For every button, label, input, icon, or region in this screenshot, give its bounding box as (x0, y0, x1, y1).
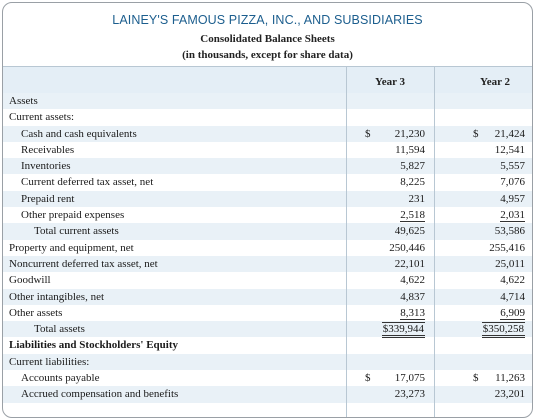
year2-value: 5,557 (500, 160, 525, 173)
year3-value-cell (355, 372, 425, 385)
year2-value: 11,263 (495, 372, 525, 385)
year3-value: 4,837 (400, 290, 425, 303)
year3-value-cell (355, 209, 425, 222)
year3-value: 250,446 (389, 241, 425, 254)
year3-value: 22,101 (394, 257, 425, 270)
year2-value: 53,586 (494, 225, 525, 238)
table-row (3, 337, 532, 353)
currency-symbol: $ (365, 372, 371, 385)
year2-value: 12,541 (494, 143, 525, 156)
year2-value-cell (443, 176, 525, 189)
table-row (3, 109, 532, 125)
year2-value-cell (443, 291, 525, 304)
currency-symbol: $ (365, 127, 371, 140)
row-label: Prepaid rent (21, 192, 75, 205)
year3-value-cell (355, 128, 425, 141)
row-label: Assets (9, 95, 38, 107)
table-row (3, 158, 532, 174)
year2-value-cell (443, 372, 525, 385)
year2-value-cell (443, 193, 525, 206)
table-row (3, 223, 532, 239)
column-header-year3: Year 3 (374, 76, 406, 88)
year3-value: 17,075 (394, 372, 425, 385)
table-row (3, 305, 532, 321)
table-row (3, 191, 532, 207)
year3-value-cell (355, 258, 425, 271)
year2-value: $350,258 (482, 322, 525, 338)
year3-value: 11,594 (395, 143, 425, 156)
year2-value-cell (443, 160, 525, 173)
year2-value-cell (443, 128, 525, 141)
year2-value-cell (443, 225, 525, 238)
row-label: Other assets (9, 306, 63, 319)
year3-value-cell (355, 160, 425, 173)
year3-value: $339,944 (382, 322, 425, 338)
row-label: Total assets (34, 323, 85, 336)
row-label: Current liabilities: (9, 355, 90, 368)
table-row (3, 321, 532, 337)
year2-value-cell (443, 144, 525, 157)
year2-value: 7,076 (500, 176, 525, 189)
year2-value: 23,201 (494, 388, 525, 401)
year2-value: 255,416 (489, 241, 525, 254)
column-divider (346, 66, 347, 417)
year2-value: 4,714 (500, 290, 525, 303)
year2-value-cell (443, 307, 525, 320)
table-row (3, 272, 532, 288)
table-row (3, 289, 532, 305)
statement-rows (3, 93, 532, 403)
table-row (3, 370, 532, 386)
year3-value: 8,313 (400, 306, 425, 319)
row-label: Cash and cash equivalents (21, 127, 137, 140)
table-row (3, 93, 532, 109)
year3-value: 2,518 (400, 209, 425, 222)
row-label: Property and equipment, net (9, 241, 134, 254)
row-label: Current assets: (9, 111, 75, 124)
year3-value-cell (355, 274, 425, 287)
year2-value: 6,909 (500, 306, 525, 319)
row-label: Other prepaid expenses (21, 209, 125, 222)
year3-value-cell (355, 144, 425, 157)
table-row (3, 354, 532, 370)
year3-value-cell (355, 176, 425, 189)
company-title: LAINEY'S FAMOUS PIZZA, INC., AND SUBSIDIARIES (112, 13, 423, 27)
year3-value: 8,225 (400, 176, 425, 189)
row-label: Noncurrent deferred tax asset, net (9, 257, 158, 270)
table-row (3, 142, 532, 158)
year2-value-cell (443, 242, 525, 255)
year3-value-cell (355, 193, 425, 206)
table-row (3, 256, 532, 272)
units-note: (in thousands, except for share data) (182, 49, 353, 61)
year3-value-cell (355, 388, 425, 401)
year3-value-cell (355, 291, 425, 304)
row-label: Total current assets (34, 225, 119, 238)
table-row (3, 126, 532, 142)
statement-header (3, 3, 532, 66)
row-label: Inventories (21, 160, 71, 173)
year3-value-cell (355, 225, 425, 238)
column-header-year2: Year 2 (479, 76, 511, 88)
year3-value-cell (355, 323, 425, 336)
year2-value-cell (443, 258, 525, 271)
year2-value: 2,031 (500, 209, 525, 222)
table-row (3, 174, 532, 190)
row-label: Other intangibles, net (9, 290, 105, 303)
statement-subtitle: Consolidated Balance Sheets (200, 33, 335, 45)
table-row (3, 207, 532, 223)
year2-value-cell (443, 323, 525, 336)
row-label: Goodwill (9, 274, 51, 287)
year2-value-cell (443, 209, 525, 222)
currency-symbol: $ (473, 372, 479, 385)
year2-value: 4,622 (500, 274, 525, 287)
year3-value: 49,625 (394, 225, 425, 238)
column-header-row (3, 66, 532, 94)
column-divider (434, 66, 435, 417)
row-label: Current deferred tax asset, net (21, 176, 154, 189)
year2-value-cell (443, 388, 525, 401)
year2-value: 21,424 (494, 127, 525, 140)
row-label: Liabilities and Stockholders' Equity (9, 339, 179, 352)
year2-value: 25,011 (495, 257, 525, 270)
year3-value: 231 (408, 192, 425, 205)
year2-value-cell (443, 274, 525, 287)
year3-value: 4,622 (400, 274, 425, 287)
table-row (3, 240, 532, 256)
year2-value: 4,957 (500, 192, 525, 205)
year3-value: 21,230 (394, 127, 425, 140)
year3-value: 23,273 (394, 388, 425, 401)
year3-value-cell (355, 307, 425, 320)
year3-value-cell (355, 242, 425, 255)
row-label: Receivables (21, 143, 75, 156)
table-row (3, 386, 532, 402)
balance-sheet-panel (2, 2, 533, 418)
year3-value: 5,827 (400, 160, 425, 173)
currency-symbol: $ (473, 127, 479, 140)
row-label: Accrued compensation and benefits (21, 388, 179, 401)
row-label: Accounts payable (21, 372, 100, 385)
